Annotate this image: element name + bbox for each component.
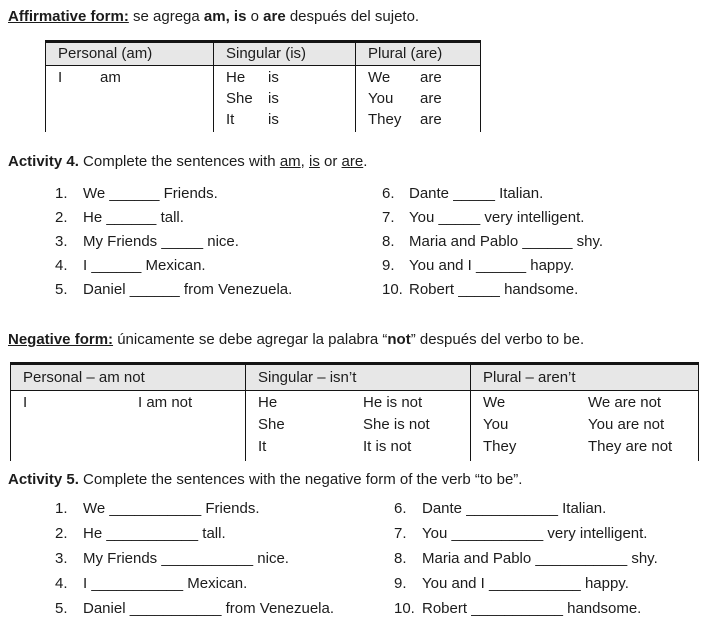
item-number: 1. bbox=[55, 185, 68, 202]
verb-form: You are not bbox=[588, 416, 665, 433]
activity4-heading bbox=[8, 153, 703, 170]
item-sentence: You and I ______ happy. bbox=[409, 257, 575, 274]
list-item bbox=[8, 281, 382, 298]
list-item bbox=[8, 185, 382, 202]
activity5-instructions: Complete the sentences with the negative form of the verb “to be”. bbox=[78, 471, 523, 488]
verb-form: is bbox=[268, 69, 279, 86]
affirmative-singular-cell bbox=[214, 66, 356, 133]
conjugation-row bbox=[246, 414, 470, 436]
negative-table-header-row bbox=[11, 364, 699, 391]
item-number: 5. bbox=[55, 281, 68, 298]
activity5-items-right bbox=[382, 500, 703, 625]
item-sentence: You ___________ very intelligent. bbox=[422, 525, 648, 542]
item-number: 2. bbox=[55, 525, 68, 542]
activity4-label: Activity 4. bbox=[8, 153, 79, 170]
list-item bbox=[8, 550, 382, 567]
item-sentence: You and I ___________ happy. bbox=[422, 575, 629, 592]
item-number: 8. bbox=[394, 550, 407, 567]
list-item bbox=[8, 257, 382, 274]
activity4-instr-4: . bbox=[363, 153, 368, 170]
item-number: 3. bbox=[55, 550, 68, 567]
item-sentence: My Friends ___________ nice. bbox=[83, 550, 289, 567]
conjugation-row bbox=[356, 88, 480, 109]
affirmative-intro-bold-1: am, is bbox=[203, 8, 247, 25]
negative-singular-cell bbox=[246, 391, 471, 462]
conjugation-row bbox=[471, 436, 698, 458]
item-sentence: Dante _____ Italian. bbox=[409, 185, 544, 202]
list-item bbox=[8, 575, 382, 592]
activity4-underlined-is: is bbox=[309, 153, 320, 170]
item-number: 1. bbox=[55, 500, 68, 517]
list-item bbox=[382, 500, 703, 517]
pronoun: You bbox=[483, 416, 509, 433]
negative-intro-text-2: ” después del verbo to be. bbox=[410, 331, 585, 348]
item-sentence: Robert ___________ handsome. bbox=[422, 600, 642, 617]
negative-header-personal: Personal – am not bbox=[11, 364, 246, 391]
item-number: 8. bbox=[382, 233, 395, 250]
item-number: 5. bbox=[55, 600, 68, 617]
activity4-items-left bbox=[8, 185, 382, 305]
item-number: 9. bbox=[382, 257, 395, 274]
conjugation-row bbox=[356, 67, 480, 88]
item-sentence: Maria and Pablo ______ shy. bbox=[409, 233, 604, 250]
affirmative-intro-line bbox=[8, 8, 703, 25]
item-number: 10. bbox=[382, 281, 403, 298]
item-sentence: He ______ tall. bbox=[83, 209, 184, 226]
negative-table-body-row bbox=[11, 391, 699, 462]
list-item bbox=[8, 233, 382, 250]
pronoun: He bbox=[258, 394, 278, 411]
activity4-instr-2: , bbox=[300, 153, 310, 170]
affirmative-table-body-row bbox=[46, 66, 481, 133]
verb-form: is bbox=[268, 111, 279, 128]
list-item bbox=[382, 600, 703, 617]
list-item bbox=[8, 500, 382, 517]
verb-form: It is not bbox=[363, 438, 412, 455]
item-sentence: Daniel ______ from Venezuela. bbox=[83, 281, 293, 298]
item-sentence: We ______ Friends. bbox=[83, 185, 218, 202]
verb-form: They are not bbox=[588, 438, 673, 455]
verb-form: She is not bbox=[363, 416, 430, 433]
item-number: 7. bbox=[394, 525, 407, 542]
affirmative-table-header-row bbox=[46, 42, 481, 66]
affirmative-intro-bold-2: are bbox=[263, 8, 286, 25]
verb-form: He is not bbox=[363, 394, 423, 411]
verb-form: is bbox=[268, 90, 279, 107]
item-sentence: Daniel ___________ from Venezuela. bbox=[83, 600, 335, 617]
item-number: 3. bbox=[55, 233, 68, 250]
list-item bbox=[382, 185, 703, 202]
activity4-instr-1: Complete the sentences with bbox=[78, 153, 280, 170]
item-sentence: You _____ very intelligent. bbox=[409, 209, 585, 226]
item-number: 2. bbox=[55, 209, 68, 226]
affirmative-personal-cell bbox=[46, 66, 214, 133]
list-item bbox=[382, 550, 703, 567]
negative-header-singular: Singular – isn’t bbox=[246, 364, 471, 391]
conjugation-row bbox=[214, 67, 355, 88]
pronoun: I bbox=[58, 69, 63, 86]
verb-form: are bbox=[420, 90, 442, 107]
activity5-label: Activity 5. bbox=[8, 471, 79, 488]
list-item bbox=[382, 233, 703, 250]
affirmative-table bbox=[45, 40, 481, 132]
pronoun: It bbox=[258, 438, 267, 455]
conjugation-row bbox=[11, 392, 245, 414]
activity5-heading bbox=[8, 471, 703, 488]
verb-form: I am not bbox=[138, 394, 193, 411]
conjugation-row bbox=[356, 109, 480, 130]
item-number: 6. bbox=[382, 185, 395, 202]
list-item bbox=[382, 575, 703, 592]
list-item bbox=[382, 525, 703, 542]
item-sentence: Maria and Pablo ___________ shy. bbox=[422, 550, 658, 567]
negative-form-label: Negative form: bbox=[8, 331, 114, 348]
item-sentence: He ___________ tall. bbox=[83, 525, 226, 542]
activity4-items bbox=[8, 185, 703, 305]
activity5-items-left bbox=[8, 500, 382, 625]
item-sentence: We ___________ Friends. bbox=[83, 500, 260, 517]
list-item bbox=[382, 281, 703, 298]
pronoun: They bbox=[483, 438, 517, 455]
pronoun: She bbox=[226, 90, 253, 107]
verb-form: We are not bbox=[588, 394, 662, 411]
pronoun: They bbox=[368, 111, 402, 128]
negative-intro-text-1: únicamente se debe agregar la palabra “ bbox=[113, 331, 388, 348]
item-sentence: My Friends _____ nice. bbox=[83, 233, 239, 250]
pronoun: I bbox=[23, 394, 28, 411]
activity4-instr-3: or bbox=[319, 153, 342, 170]
item-number: 4. bbox=[55, 575, 68, 592]
affirmative-header-plural: Plural (are) bbox=[356, 42, 481, 66]
pronoun: You bbox=[368, 90, 394, 107]
verb-form: are bbox=[420, 111, 442, 128]
conjugation-row bbox=[471, 414, 698, 436]
conjugation-row bbox=[46, 67, 213, 88]
negative-intro-line bbox=[8, 331, 703, 348]
list-item bbox=[382, 257, 703, 274]
affirmative-intro-text-3: después del sujeto. bbox=[285, 8, 420, 25]
list-item bbox=[382, 209, 703, 226]
conjugation-row bbox=[246, 392, 470, 414]
activity4-items-right bbox=[382, 185, 703, 305]
pronoun: We bbox=[368, 69, 391, 86]
affirmative-form-label: Affirmative form: bbox=[8, 8, 129, 25]
item-number: 6. bbox=[394, 500, 407, 517]
list-item bbox=[8, 209, 382, 226]
negative-intro-bold-not: not bbox=[387, 331, 411, 348]
pronoun: It bbox=[226, 111, 235, 128]
conjugation-row bbox=[471, 392, 698, 414]
pronoun: She bbox=[258, 416, 285, 433]
conjugation-row bbox=[214, 88, 355, 109]
item-number: 4. bbox=[55, 257, 68, 274]
item-sentence: Robert _____ handsome. bbox=[409, 281, 579, 298]
affirmative-header-singular: Singular (is) bbox=[214, 42, 356, 66]
affirmative-intro-text-1: se agrega bbox=[128, 8, 204, 25]
affirmative-plural-cell bbox=[356, 66, 481, 133]
item-sentence: I ___________ Mexican. bbox=[83, 575, 248, 592]
negative-header-plural: Plural – aren’t bbox=[471, 364, 699, 391]
item-sentence: Dante ___________ Italian. bbox=[422, 500, 607, 517]
activity4-underlined-are: are bbox=[341, 153, 364, 170]
pronoun: We bbox=[483, 394, 506, 411]
item-number: 7. bbox=[382, 209, 395, 226]
affirmative-header-personal: Personal (am) bbox=[46, 42, 214, 66]
item-number: 9. bbox=[394, 575, 407, 592]
conjugation-row bbox=[214, 109, 355, 130]
activity4-underlined-am: am bbox=[279, 153, 301, 170]
negative-plural-cell bbox=[471, 391, 699, 462]
affirmative-intro-text-2: o bbox=[246, 8, 264, 25]
list-item bbox=[8, 600, 382, 617]
conjugation-row bbox=[246, 436, 470, 458]
item-sentence: I ______ Mexican. bbox=[83, 257, 206, 274]
pronoun: He bbox=[226, 69, 246, 86]
activity5-items bbox=[8, 500, 703, 625]
verb-form: am bbox=[100, 69, 121, 86]
negative-personal-cell bbox=[11, 391, 246, 462]
verb-form: are bbox=[420, 69, 442, 86]
item-number: 10. bbox=[394, 600, 415, 617]
list-item bbox=[8, 525, 382, 542]
negative-table bbox=[10, 362, 699, 461]
